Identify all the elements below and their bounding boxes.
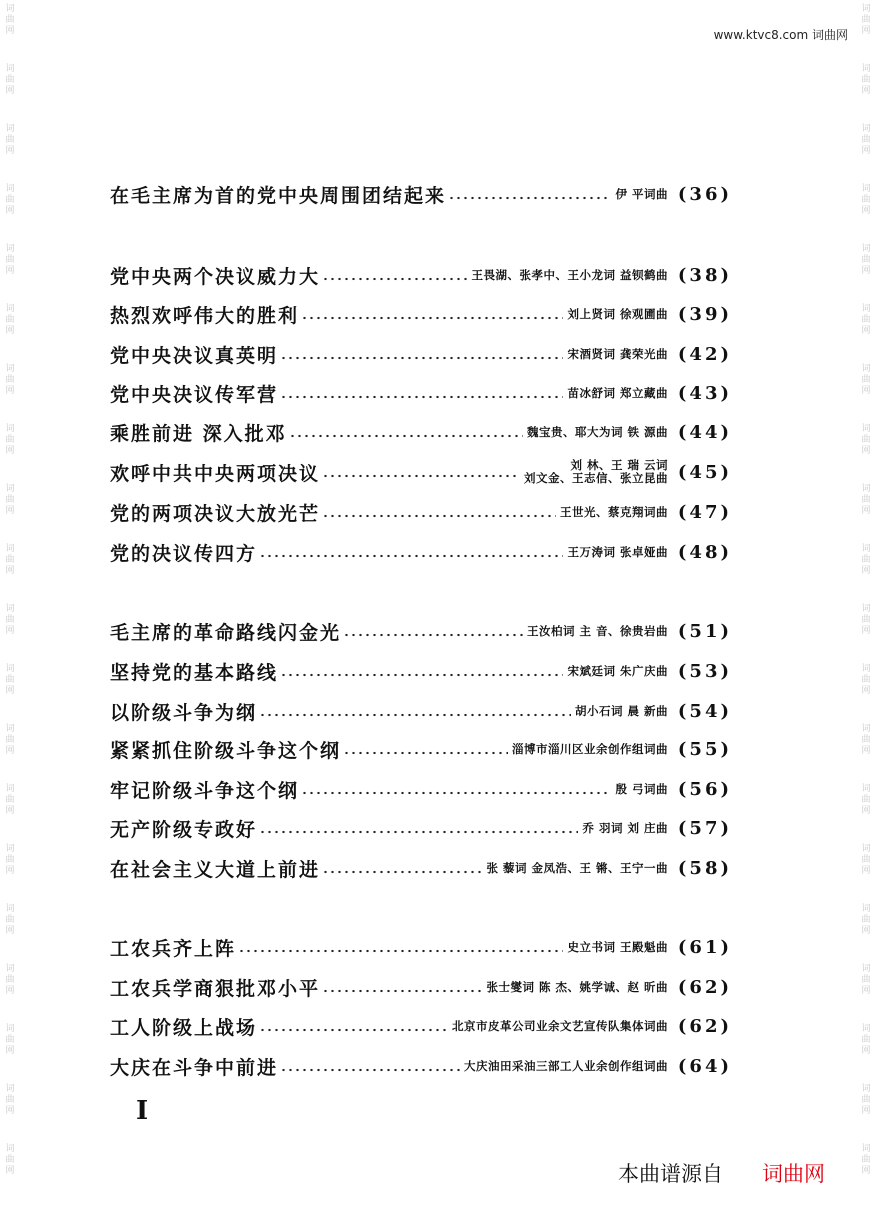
watermark-char: 词	[861, 724, 871, 734]
watermark-char: 网	[861, 386, 871, 396]
watermark-char: 词	[5, 784, 15, 794]
watermark-group	[5, 600, 14, 660]
watermark-char: 词	[861, 424, 871, 434]
toc-entry-credits	[615, 188, 668, 201]
watermark-char: 网	[861, 806, 871, 816]
credit-line: 魏宝贵、耶大为词 铁 源曲	[526, 424, 668, 439]
dot-leader	[259, 1028, 448, 1032]
credit-line: 苗冰舒词 郑立藏曲	[567, 385, 668, 400]
toc-entry-page-number: (48)	[677, 541, 732, 563]
watermark-char: 词	[861, 124, 871, 134]
credit-line: 王世光、蔡克翔词曲	[560, 504, 668, 519]
watermark-char: 曲	[5, 615, 15, 625]
watermark-char: 词	[861, 64, 871, 74]
watermark-char: 网	[5, 146, 15, 156]
toc-entry	[110, 930, 732, 964]
watermark-char: 词	[861, 1084, 871, 1094]
toc-entry-title: 党的两项决议大放光芒	[110, 502, 321, 525]
watermark-char: 词	[5, 4, 15, 14]
watermark-group	[5, 360, 14, 420]
watermark-char: 词	[5, 664, 15, 674]
dot-leader	[259, 554, 563, 558]
watermark-char: 网	[861, 26, 871, 36]
toc-entry-page-number: (39)	[677, 303, 732, 325]
toc-entry-title: 在社会主义大道上前进	[110, 858, 321, 881]
watermark-group	[861, 900, 870, 960]
dot-leader	[238, 949, 563, 953]
toc-entry-page-number: (53)	[677, 660, 732, 682]
watermark-char: 词	[861, 484, 871, 494]
footer-source-label: 本曲谱源自	[618, 1162, 723, 1186]
watermark-char: 网	[861, 626, 871, 636]
watermark-char: 网	[5, 1106, 15, 1116]
watermark-char: 曲	[5, 1095, 15, 1105]
toc-entry-title: 毛主席的革命路线闪金光	[110, 621, 342, 644]
watermark-char: 曲	[5, 75, 15, 85]
watermark-char: 词	[5, 724, 15, 734]
credit-line: 王万涛词 张卓娅曲	[567, 544, 668, 559]
watermark-char: 网	[861, 206, 871, 216]
watermark-char: 词	[5, 1084, 15, 1094]
toc-entry	[110, 297, 732, 331]
toc-entry	[110, 415, 732, 449]
toc-entry	[110, 337, 732, 371]
watermark-group	[861, 660, 870, 720]
watermark-group	[5, 420, 14, 480]
watermark-char: 曲	[861, 1035, 871, 1045]
toc-entry-credits	[567, 348, 668, 361]
watermark-group	[5, 720, 14, 780]
watermark-char: 曲	[5, 1035, 15, 1045]
watermark-char: 词	[5, 544, 15, 554]
watermark-group	[5, 0, 14, 60]
toc-entry	[110, 376, 732, 410]
footer-brand-label: 词曲网	[762, 1162, 825, 1186]
watermark-char: 词	[861, 964, 871, 974]
credit-line: 淄博市淄川区业余创作组词曲	[512, 741, 668, 756]
watermark-char: 曲	[5, 555, 15, 565]
watermark-char: 词	[5, 964, 15, 974]
toc-entry-page-number: (55)	[677, 738, 732, 760]
watermark-group	[5, 1020, 14, 1080]
watermark-char: 曲	[5, 675, 15, 685]
toc-entry	[110, 455, 732, 489]
dot-leader	[322, 514, 556, 518]
toc-entry-page-number: (62)	[677, 1015, 732, 1037]
dot-leader	[289, 434, 523, 438]
dot-leader	[301, 791, 611, 795]
toc-entry-page-number: (58)	[677, 857, 732, 879]
dot-leader	[322, 989, 482, 993]
watermark-char: 网	[5, 1166, 15, 1176]
watermark-char: 词	[5, 364, 15, 374]
dot-leader	[280, 395, 563, 399]
watermark-char: 曲	[861, 855, 871, 865]
watermark-char: 词	[861, 664, 871, 674]
toc-entry-credits	[524, 459, 668, 485]
watermark-char: 网	[861, 446, 871, 456]
watermark-char: 词	[5, 1024, 15, 1034]
site-url-watermark: www.ktvc8.com 词曲网	[713, 28, 848, 42]
credit-line: 刘 林、王 瑞 云词	[570, 458, 668, 472]
watermark-char: 网	[5, 566, 15, 576]
watermark-char: 曲	[5, 435, 15, 445]
toc-entry-page-number: (47)	[677, 501, 732, 523]
watermark-char: 网	[5, 206, 15, 216]
watermark-group	[5, 180, 14, 240]
watermark-char: 曲	[861, 975, 871, 985]
toc-entry	[110, 614, 732, 648]
toc-entry-credits	[527, 426, 668, 439]
watermark-char: 网	[5, 626, 15, 636]
toc-entry-credits	[582, 822, 668, 835]
watermark-group	[5, 120, 14, 180]
watermark-group	[861, 1140, 870, 1200]
toc-entry-title: 欢呼中共中央两项决议	[110, 462, 321, 485]
toc-entry-title: 热烈欢呼伟大的胜利	[110, 304, 300, 327]
watermark-char: 词	[5, 124, 15, 134]
credit-line: 殷 弓词曲	[615, 781, 668, 796]
toc-entry-title: 工人阶级上战场	[110, 1016, 258, 1039]
toc-entry	[110, 654, 732, 688]
dot-leader	[343, 633, 523, 637]
credit-line: 王畏湖、张孝中、王小龙词 益钡鹤曲	[471, 267, 668, 282]
toc-entry-title: 牢记阶级斗争这个纲	[110, 779, 300, 802]
watermark-group	[5, 780, 14, 840]
credit-line: 宋酒贤词 龚荣光曲	[567, 346, 668, 361]
toc-entry-title: 党中央两个决议威力大	[110, 265, 321, 288]
watermark-char: 曲	[5, 975, 15, 985]
watermark-group	[861, 960, 870, 1020]
watermark-group	[5, 960, 14, 1020]
watermark-char: 词	[861, 364, 871, 374]
watermark-group	[861, 0, 870, 60]
watermark-char: 曲	[5, 135, 15, 145]
toc-entry	[110, 970, 732, 1004]
watermark-char: 词	[5, 604, 15, 614]
watermark-char: 曲	[861, 15, 871, 25]
dot-leader	[259, 830, 578, 834]
watermark-char: 曲	[5, 495, 15, 505]
watermark-group	[5, 1080, 14, 1140]
watermark-group	[5, 240, 14, 300]
toc-entry-title: 在毛主席为首的党中央周围团结起来	[110, 184, 447, 207]
credit-line: 张 藜词 金凤浩、王 锵、王宁一曲	[486, 860, 668, 875]
watermark-char: 曲	[861, 75, 871, 85]
watermark-char: 词	[5, 904, 15, 914]
watermark-char: 网	[861, 866, 871, 876]
watermark-group	[5, 300, 14, 360]
toc-entry	[110, 1049, 732, 1083]
toc-entry-credits	[512, 743, 668, 756]
toc-entry-page-number: (45)	[677, 461, 732, 483]
watermark-char: 网	[5, 926, 15, 936]
watermark-char: 曲	[861, 495, 871, 505]
toc-entry-credits	[486, 981, 668, 994]
toc-entry-credits	[567, 941, 668, 954]
watermark-char: 网	[861, 926, 871, 936]
credit-line: 胡小石词 晨 新曲	[574, 703, 668, 718]
watermark-char: 曲	[861, 195, 871, 205]
toc-entry-title: 大庆在斗争中前进	[110, 1056, 279, 1079]
watermark-group	[861, 720, 870, 780]
watermark-char: 曲	[861, 555, 871, 565]
watermark-char: 词	[861, 4, 871, 14]
watermark-char: 网	[861, 566, 871, 576]
toc-entry-title: 紧紧抓住阶级斗争这个纲	[110, 739, 342, 762]
toc-entry	[110, 495, 732, 529]
toc-entry-page-number: (38)	[677, 264, 732, 286]
credit-line: 张士燮词 陈 杰、姚学诚、赵 昕曲	[486, 979, 668, 994]
watermark-char: 网	[5, 26, 15, 36]
toc-entry-credits	[452, 1020, 668, 1033]
watermark-char: 曲	[861, 615, 871, 625]
watermark-char: 曲	[5, 795, 15, 805]
toc-entry	[110, 851, 732, 885]
watermark-char: 曲	[5, 315, 15, 325]
watermark-char: 网	[861, 686, 871, 696]
right-watermark-strip	[858, 0, 874, 1219]
watermark-char: 词	[861, 844, 871, 854]
toc-entry-title: 坚持党的基本路线	[110, 661, 279, 684]
watermark-char: 词	[5, 64, 15, 74]
watermark-char: 词	[861, 544, 871, 554]
dot-leader	[322, 870, 482, 874]
watermark-group	[5, 660, 14, 720]
toc-entry-page-number: (62)	[677, 976, 732, 998]
watermark-group	[861, 600, 870, 660]
watermark-char: 网	[5, 266, 15, 276]
page-marker: I	[136, 1096, 149, 1126]
watermark-group	[5, 900, 14, 960]
credit-line: 乔 羽词 刘 庄曲	[582, 820, 668, 835]
watermark-char: 曲	[861, 375, 871, 385]
toc-entry-title: 党的决议传四方	[110, 542, 258, 565]
toc-entry	[110, 177, 732, 211]
watermark-group	[861, 780, 870, 840]
watermark-char: 词	[5, 1144, 15, 1154]
credit-line: 伊 平词曲	[615, 186, 668, 201]
toc-entry	[110, 1009, 732, 1043]
watermark-char: 词	[861, 184, 871, 194]
watermark-char: 网	[861, 326, 871, 336]
watermark-group	[861, 840, 870, 900]
toc-entry-page-number: (51)	[677, 620, 732, 642]
toc-entry-title: 以阶级斗争为纲	[110, 701, 258, 724]
watermark-group	[861, 300, 870, 360]
toc-entry-credits	[567, 546, 668, 559]
toc-entry-title: 党中央决议真英明	[110, 344, 279, 367]
toc-entry	[110, 258, 732, 292]
watermark-char: 曲	[861, 315, 871, 325]
watermark-char: 网	[5, 686, 15, 696]
toc-entry-page-number: (42)	[677, 343, 732, 365]
toc-entry-page-number: (54)	[677, 700, 732, 722]
toc-entry-page-number: (56)	[677, 778, 732, 800]
toc-entry-title: 乘胜前进 深入批邓	[110, 422, 287, 445]
toc-entry-page-number: (57)	[677, 817, 732, 839]
dot-leader	[301, 316, 563, 320]
watermark-char: 网	[5, 746, 15, 756]
watermark-char: 网	[5, 1046, 15, 1056]
watermark-group	[5, 840, 14, 900]
toc-entry-page-number: (44)	[677, 421, 732, 443]
watermark-group	[5, 480, 14, 540]
watermark-char: 曲	[5, 255, 15, 265]
toc-entry-title: 工农兵学商狠批邓小平	[110, 977, 321, 1000]
dot-leader	[280, 1068, 460, 1072]
toc-entry-credits	[464, 1060, 668, 1073]
toc-entry-credits	[486, 862, 668, 875]
watermark-char: 词	[5, 244, 15, 254]
watermark-char: 曲	[861, 1155, 871, 1165]
watermark-char: 网	[5, 446, 15, 456]
watermark-char: 曲	[861, 675, 871, 685]
toc-entry	[110, 694, 732, 728]
watermark-char: 曲	[5, 915, 15, 925]
toc-entry-credits	[567, 308, 668, 321]
toc-entry-credits	[471, 269, 668, 282]
watermark-group	[861, 120, 870, 180]
watermark-char: 网	[861, 266, 871, 276]
toc-entry-credits	[575, 705, 668, 718]
watermark-char: 网	[5, 506, 15, 516]
watermark-char: 网	[861, 86, 871, 96]
toc-entry-page-number: (43)	[677, 382, 732, 404]
toc-entry-credits	[527, 625, 668, 638]
credit-line: 北京市皮革公司业余文艺宣传队集体词曲	[452, 1018, 668, 1033]
dot-leader	[280, 356, 563, 360]
watermark-group	[861, 60, 870, 120]
toc-entry-page-number: (64)	[677, 1055, 732, 1077]
toc-entry-credits	[567, 665, 668, 678]
watermark-char: 网	[861, 146, 871, 156]
watermark-char: 网	[5, 986, 15, 996]
credit-line: 宋斌廷词 朱广庆曲	[567, 663, 668, 678]
watermark-char: 曲	[5, 15, 15, 25]
watermark-char: 词	[861, 304, 871, 314]
watermark-group	[861, 240, 870, 300]
toc-entry-credits	[567, 387, 668, 400]
watermark-char: 网	[861, 506, 871, 516]
watermark-group	[5, 540, 14, 600]
watermark-char: 网	[5, 806, 15, 816]
watermark-char: 网	[861, 986, 871, 996]
watermark-char: 网	[5, 386, 15, 396]
toc-entry-title: 无产阶级专政好	[110, 818, 258, 841]
dot-leader	[322, 277, 467, 281]
watermark-char: 词	[861, 1024, 871, 1034]
watermark-char: 网	[5, 86, 15, 96]
watermark-char: 网	[5, 326, 15, 336]
watermark-char: 词	[861, 244, 871, 254]
watermark-char: 曲	[861, 255, 871, 265]
watermark-char: 网	[861, 1166, 871, 1176]
credit-line: 大庆油田采油三部工人业余创作组词曲	[464, 1058, 668, 1073]
credit-line: 王汝柏词 主 音、徐贵岩曲	[526, 623, 668, 638]
watermark-char: 词	[861, 784, 871, 794]
watermark-char: 曲	[861, 435, 871, 445]
watermark-group	[5, 1140, 14, 1200]
watermark-group	[861, 1020, 870, 1080]
watermark-char: 网	[861, 1046, 871, 1056]
watermark-char: 曲	[861, 135, 871, 145]
watermark-char: 词	[5, 484, 15, 494]
watermark-char: 网	[5, 866, 15, 876]
toc-entry-credits	[560, 506, 668, 519]
watermark-char: 曲	[5, 195, 15, 205]
watermark-char: 网	[861, 1106, 871, 1116]
watermark-char: 词	[861, 904, 871, 914]
watermark-group	[861, 360, 870, 420]
watermark-char: 词	[5, 844, 15, 854]
watermark-group	[861, 180, 870, 240]
watermark-char: 曲	[5, 855, 15, 865]
watermark-char: 曲	[861, 915, 871, 925]
watermark-group	[861, 1080, 870, 1140]
toc-entry-credits	[615, 783, 668, 796]
watermark-char: 网	[861, 746, 871, 756]
credit-line: 史立书词 王殿魁曲	[567, 939, 668, 954]
credit-line: 刘文金、王志信、张立昆曲	[524, 471, 668, 485]
watermark-group	[861, 420, 870, 480]
watermark-char: 曲	[5, 1155, 15, 1165]
dot-leader	[280, 673, 563, 677]
watermark-char: 词	[5, 184, 15, 194]
watermark-char: 曲	[861, 795, 871, 805]
dot-leader	[322, 474, 520, 478]
toc-entry-page-number: (61)	[677, 936, 732, 958]
watermark-char: 曲	[861, 735, 871, 745]
watermark-char: 词	[5, 424, 15, 434]
watermark-char: 曲	[861, 1095, 871, 1105]
toc-entry	[110, 811, 732, 845]
watermark-char: 词	[861, 1144, 871, 1154]
watermark-group	[861, 540, 870, 600]
credit-line: 刘上贤词 徐观圃曲	[567, 306, 668, 321]
watermark-char: 曲	[5, 735, 15, 745]
toc-entry-page-number: (36)	[677, 183, 732, 205]
toc-entry-title: 党中央决议传军营	[110, 383, 279, 406]
watermark-char: 词	[5, 304, 15, 314]
dot-leader	[259, 713, 571, 717]
left-watermark-strip	[2, 0, 18, 1219]
toc-entry	[110, 535, 732, 569]
dot-leader	[448, 196, 611, 200]
toc-entry-title: 工农兵齐上阵	[110, 937, 237, 960]
watermark-char: 曲	[5, 375, 15, 385]
watermark-group	[5, 60, 14, 120]
watermark-char: 词	[861, 604, 871, 614]
toc-entry	[110, 732, 732, 766]
dot-leader	[343, 751, 508, 755]
toc-entry	[110, 772, 732, 806]
watermark-group	[861, 480, 870, 540]
